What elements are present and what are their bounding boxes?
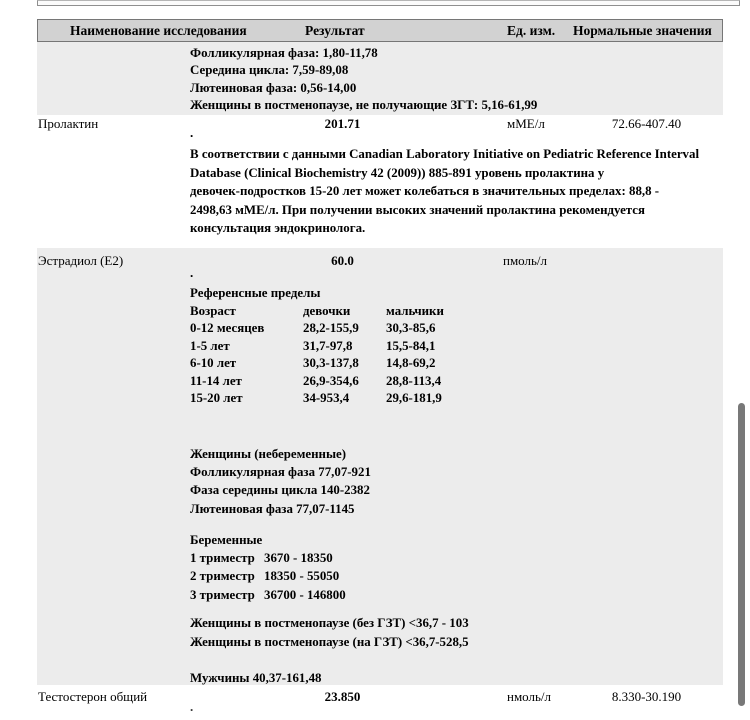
boys-cell: 14,8-69,2 bbox=[386, 356, 436, 371]
reference-line: Фолликулярная фаза 77,07-921 bbox=[190, 465, 371, 480]
fsh-reference-line: Фолликулярная фаза: 1,80-11,78 bbox=[190, 46, 378, 60]
boys-cell: 28,8-113,4 bbox=[386, 373, 442, 388]
normal-range-testosterone: 8.330-30.190 bbox=[611, 689, 682, 704]
girls-cell: 28,2-155,9 bbox=[303, 321, 359, 336]
age-table-row bbox=[190, 355, 444, 372]
age-cell: 11-14 лет bbox=[190, 373, 242, 388]
table-header-row bbox=[37, 19, 723, 42]
prolactin-comment-line: девочек-подростков 15-20 лет может колебаться в значительных пределах: 88,8 - bbox=[190, 184, 660, 199]
note-dot: . bbox=[190, 699, 194, 714]
estradiol-block bbox=[37, 248, 723, 685]
boys-header: мальчики bbox=[386, 304, 444, 318]
reference-line: Лютеиновая фаза 77,07-1145 bbox=[190, 501, 355, 516]
trimester-row bbox=[190, 549, 346, 567]
age-table-row bbox=[190, 373, 444, 390]
men-reference-line: Мужчины 40,37-161,48 bbox=[190, 671, 322, 685]
test-name-estradiol: Эстрадиол (Е2) bbox=[38, 253, 124, 268]
normal-range-prolactin: 72.66-407.40 bbox=[611, 116, 682, 131]
vertical-scrollbar-thumb[interactable] bbox=[738, 403, 745, 706]
girls-header: девочки bbox=[303, 304, 351, 318]
section-title: Беременные bbox=[190, 533, 263, 547]
age-cell: 6-10 лет bbox=[190, 356, 237, 371]
prolactin-comment-line: консультация эндокринолога. bbox=[190, 221, 366, 236]
prolactin-comment-line: В соответствии с данными Canadian Laboratory Initiative on Pediatric Reference Interval bbox=[190, 147, 700, 161]
note-dot: . bbox=[190, 265, 194, 280]
age-cell: 1-5 лет bbox=[190, 338, 230, 353]
fsh-reference-line: Лютеиновая фаза: 0,56-14,00 bbox=[190, 80, 357, 95]
age-table-header-row bbox=[190, 303, 444, 320]
boys-cell: 30,3-85,6 bbox=[386, 321, 436, 336]
trimester-label: 3 триместр bbox=[190, 587, 255, 602]
test-name-prolactin: Пролактин bbox=[38, 116, 99, 131]
reference-limits-title: Референсные пределы bbox=[190, 286, 321, 300]
age-header: Возраст bbox=[190, 304, 236, 318]
column-header-units: Ед. изм. bbox=[507, 22, 556, 38]
boys-cell: 15,5-84,1 bbox=[386, 338, 436, 353]
age-table-row bbox=[190, 320, 444, 337]
trimester-label: 1 триместр bbox=[190, 551, 255, 566]
reference-line: Женщины в постменопаузе (на ГЗТ) <36,7-528,5 bbox=[190, 635, 469, 649]
age-cell: 0-12 месяцев bbox=[190, 321, 265, 336]
age-table-row bbox=[190, 338, 444, 355]
reference-line: Фаза середины цикла 140-2382 bbox=[190, 483, 370, 498]
prolactin-comment bbox=[190, 145, 699, 238]
pregnant-section bbox=[190, 531, 346, 604]
previous-row-edge bbox=[37, 0, 740, 6]
column-header-result: Результат bbox=[305, 22, 365, 38]
trimester-range: 3670 - 18350 bbox=[264, 551, 333, 566]
result-estradiol: 60.0 bbox=[331, 253, 354, 268]
age-reference-table bbox=[190, 303, 444, 407]
prolactin-comment-line: Database (Clinical Biochemistry 42 (2009)) 885-891 уровень пролактина у bbox=[190, 165, 605, 180]
fsh-reference-line: Женщины в постменопаузе, не получающие ЗГТ: 5,16-61,99 bbox=[190, 98, 538, 113]
note-dot: . bbox=[190, 125, 194, 140]
column-header-normal-values: Нормальные значения bbox=[573, 22, 712, 38]
fsh-reference-block bbox=[37, 42, 723, 115]
age-cell: 15-20 лет bbox=[190, 391, 243, 406]
unit-estradiol: пмоль/л bbox=[503, 253, 548, 268]
prolactin-comment-line: 2498,63 мМЕ/л. При получении высоких значений пролактина рекомендуется bbox=[190, 202, 645, 217]
girls-cell: 30,3-137,8 bbox=[303, 356, 359, 371]
reference-line: Женщины в постменопаузе (без ГЗТ) <36,7 - 103 bbox=[190, 616, 469, 630]
unit-prolactin: мМЕ/л bbox=[507, 116, 545, 131]
section-title: Женщины (небеременные) bbox=[190, 447, 347, 461]
trimester-label: 2 триместр bbox=[190, 569, 255, 584]
girls-cell: 34-953,4 bbox=[303, 391, 350, 406]
fsh-reference-line: Середина цикла: 7,59-89,08 bbox=[190, 63, 349, 78]
trimester-range: 18350 - 55050 bbox=[264, 569, 340, 584]
nonpregnant-women-section bbox=[190, 445, 371, 518]
age-table-row bbox=[190, 390, 444, 407]
trimester-row bbox=[190, 567, 346, 585]
result-prolactin: 201.71 bbox=[324, 116, 361, 131]
trimester-range: 36700 - 146800 bbox=[264, 587, 346, 602]
boys-cell: 29,6-181,9 bbox=[386, 391, 442, 406]
girls-cell: 31,7-97,8 bbox=[303, 338, 353, 353]
test-name-testosterone: Тестостерон общий bbox=[38, 689, 148, 704]
girls-cell: 26,9-354,6 bbox=[303, 373, 359, 388]
trimester-row bbox=[190, 586, 346, 604]
column-header-test-name: Наименование исследования bbox=[70, 22, 247, 38]
result-testosterone: 23.850 bbox=[324, 689, 361, 704]
unit-testosterone: нмоль/л bbox=[507, 689, 552, 704]
postmenopause-section bbox=[190, 614, 469, 652]
